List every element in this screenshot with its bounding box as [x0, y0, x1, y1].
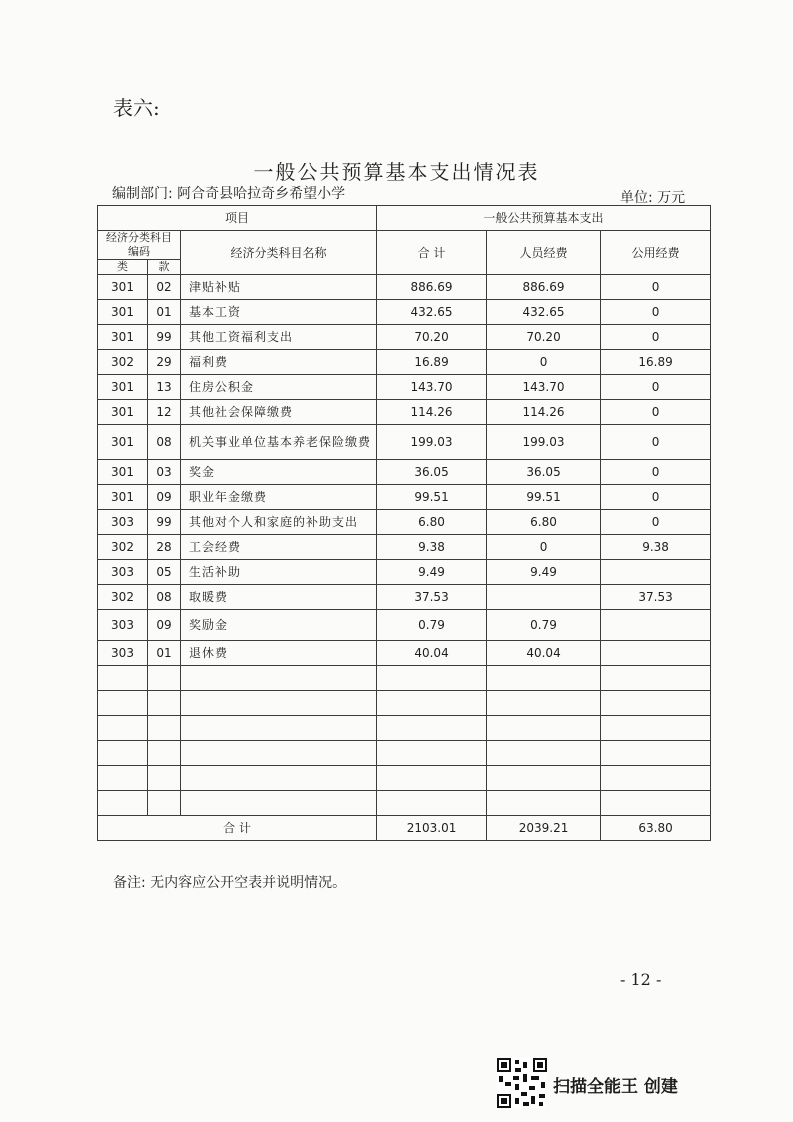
empty-cell	[377, 691, 487, 716]
public-value: 0	[601, 375, 711, 400]
table-row	[98, 425, 711, 460]
section-code: 99	[148, 510, 181, 535]
public-value: 0	[601, 275, 711, 300]
empty-cell	[98, 691, 148, 716]
empty-cell	[601, 716, 711, 741]
item-name: 工会经费	[181, 535, 377, 560]
total-value: 886.69	[377, 275, 487, 300]
item-name: 职业年金缴费	[181, 485, 377, 510]
public-value: 0	[601, 325, 711, 350]
total-label: 合 计	[98, 816, 377, 841]
public-value: 9.38	[601, 535, 711, 560]
item-name: 津贴补贴	[181, 275, 377, 300]
empty-cell	[377, 766, 487, 791]
unit-label: 单位: 万元	[620, 190, 686, 206]
section-code: 01	[148, 641, 181, 666]
empty-cell	[148, 666, 181, 691]
table-row	[98, 400, 711, 425]
total-value: 16.89	[377, 350, 487, 375]
empty-cell	[148, 741, 181, 766]
personnel-value: 199.03	[487, 425, 601, 460]
empty-cell	[148, 791, 181, 816]
personnel-value	[487, 585, 601, 610]
empty-row	[98, 741, 711, 766]
category-code: 303	[98, 510, 148, 535]
empty-cell	[377, 716, 487, 741]
section-code: 09	[148, 610, 181, 641]
item-name: 奖金	[181, 460, 377, 485]
table-row	[98, 641, 711, 666]
header-category: 类	[98, 260, 148, 275]
section-code: 08	[148, 585, 181, 610]
personnel-value: 114.26	[487, 400, 601, 425]
table-row	[98, 300, 711, 325]
item-name: 机关事业单位基本养老保险缴费	[181, 425, 377, 460]
grand-personnel: 2039.21	[487, 816, 601, 841]
header-total: 合 计	[377, 231, 487, 275]
grand-total: 2103.01	[377, 816, 487, 841]
header-personnel: 人员经费	[487, 231, 601, 275]
personnel-value: 432.65	[487, 300, 601, 325]
total-value: 37.53	[377, 585, 487, 610]
empty-cell	[487, 666, 601, 691]
item-name: 奖励金	[181, 610, 377, 641]
empty-cell	[98, 741, 148, 766]
empty-cell	[377, 741, 487, 766]
personnel-value: 36.05	[487, 460, 601, 485]
category-code: 303	[98, 610, 148, 641]
header-section: 款	[148, 260, 181, 275]
category-code: 302	[98, 535, 148, 560]
empty-cell	[601, 666, 711, 691]
empty-cell	[181, 666, 377, 691]
total-value: 9.38	[377, 535, 487, 560]
empty-cell	[181, 716, 377, 741]
public-value: 0	[601, 460, 711, 485]
section-code: 05	[148, 560, 181, 585]
public-value: 0	[601, 400, 711, 425]
table-row	[98, 350, 711, 375]
grand-public: 63.80	[601, 816, 711, 841]
table-row	[98, 485, 711, 510]
qr-code-icon	[497, 1058, 547, 1108]
category-code: 301	[98, 460, 148, 485]
empty-cell	[487, 766, 601, 791]
header-name: 经济分类科目名称	[181, 231, 377, 275]
header-budget: 一般公共预算基本支出	[377, 206, 711, 231]
table-row	[98, 510, 711, 535]
personnel-value: 0.79	[487, 610, 601, 641]
category-code: 301	[98, 275, 148, 300]
empty-cell	[98, 766, 148, 791]
empty-cell	[98, 666, 148, 691]
empty-cell	[601, 691, 711, 716]
empty-cell	[487, 716, 601, 741]
department-label: 编制部门: 阿合奇县哈拉奇乡希望小学	[112, 186, 346, 202]
empty-row	[98, 791, 711, 816]
header-code: 经济分类科目编码	[98, 231, 181, 260]
category-code: 302	[98, 350, 148, 375]
empty-cell	[601, 791, 711, 816]
personnel-value: 143.70	[487, 375, 601, 400]
header-public: 公用经费	[601, 231, 711, 275]
empty-cell	[487, 691, 601, 716]
total-value: 9.49	[377, 560, 487, 585]
item-name: 其他工资福利支出	[181, 325, 377, 350]
personnel-value: 40.04	[487, 641, 601, 666]
public-value: 0	[601, 425, 711, 460]
section-code: 01	[148, 300, 181, 325]
item-name: 生活补助	[181, 560, 377, 585]
section-code: 03	[148, 460, 181, 485]
public-value: 0	[601, 300, 711, 325]
category-code: 301	[98, 300, 148, 325]
category-code: 301	[98, 425, 148, 460]
table-row	[98, 275, 711, 300]
public-value: 0	[601, 485, 711, 510]
empty-cell	[377, 791, 487, 816]
personnel-value: 0	[487, 350, 601, 375]
empty-cell	[181, 741, 377, 766]
empty-cell	[148, 766, 181, 791]
category-code: 301	[98, 485, 148, 510]
empty-cell	[98, 791, 148, 816]
section-code: 08	[148, 425, 181, 460]
personnel-value: 70.20	[487, 325, 601, 350]
personnel-value: 0	[487, 535, 601, 560]
footnote: 备注: 无内容应公开空表并说明情况。	[113, 875, 347, 891]
item-name: 其他对个人和家庭的补助支出	[181, 510, 377, 535]
empty-cell	[487, 741, 601, 766]
header-item: 项目	[98, 206, 377, 231]
category-code: 301	[98, 375, 148, 400]
total-row	[98, 816, 711, 841]
total-value: 114.26	[377, 400, 487, 425]
item-name: 福利费	[181, 350, 377, 375]
section-code: 09	[148, 485, 181, 510]
item-name: 退休费	[181, 641, 377, 666]
public-value	[601, 610, 711, 641]
section-code: 29	[148, 350, 181, 375]
personnel-value: 99.51	[487, 485, 601, 510]
brand-watermark: 扫描全能王 创建	[553, 1077, 678, 1097]
public-value: 16.89	[601, 350, 711, 375]
category-code: 303	[98, 641, 148, 666]
total-value: 0.79	[377, 610, 487, 641]
total-value: 99.51	[377, 485, 487, 510]
table-row	[98, 460, 711, 485]
table-row	[98, 325, 711, 350]
empty-row	[98, 691, 711, 716]
table-row	[98, 610, 711, 641]
item-name: 住房公积金	[181, 375, 377, 400]
section-code: 12	[148, 400, 181, 425]
item-name: 基本工资	[181, 300, 377, 325]
category-code: 303	[98, 560, 148, 585]
item-name: 其他社会保障缴费	[181, 400, 377, 425]
public-value: 0	[601, 510, 711, 535]
total-value: 432.65	[377, 300, 487, 325]
empty-row	[98, 766, 711, 791]
section-code: 28	[148, 535, 181, 560]
total-value: 36.05	[377, 460, 487, 485]
personnel-value: 6.80	[487, 510, 601, 535]
public-value	[601, 641, 711, 666]
empty-cell	[148, 691, 181, 716]
empty-cell	[487, 791, 601, 816]
page-title: 一般公共预算基本支出情况表	[253, 160, 540, 184]
category-code: 301	[98, 325, 148, 350]
category-code: 302	[98, 585, 148, 610]
category-code: 301	[98, 400, 148, 425]
empty-cell	[377, 666, 487, 691]
section-code: 13	[148, 375, 181, 400]
total-value: 199.03	[377, 425, 487, 460]
table-row	[98, 375, 711, 400]
public-value	[601, 560, 711, 585]
empty-cell	[181, 691, 377, 716]
table-label: 表六:	[113, 96, 160, 120]
empty-cell	[601, 741, 711, 766]
total-value: 70.20	[377, 325, 487, 350]
total-value: 143.70	[377, 375, 487, 400]
empty-cell	[181, 766, 377, 791]
table-row	[98, 560, 711, 585]
page-number: - 12 -	[620, 970, 662, 989]
public-value: 37.53	[601, 585, 711, 610]
empty-cell	[148, 716, 181, 741]
empty-row	[98, 716, 711, 741]
section-code: 99	[148, 325, 181, 350]
empty-row	[98, 666, 711, 691]
empty-cell	[601, 766, 711, 791]
empty-cell	[98, 716, 148, 741]
table-row	[98, 585, 711, 610]
section-code: 02	[148, 275, 181, 300]
empty-cell	[181, 791, 377, 816]
personnel-value: 9.49	[487, 560, 601, 585]
total-value: 6.80	[377, 510, 487, 535]
budget-table	[97, 205, 711, 841]
table-row	[98, 535, 711, 560]
personnel-value: 886.69	[487, 275, 601, 300]
total-value: 40.04	[377, 641, 487, 666]
item-name: 取暖费	[181, 585, 377, 610]
